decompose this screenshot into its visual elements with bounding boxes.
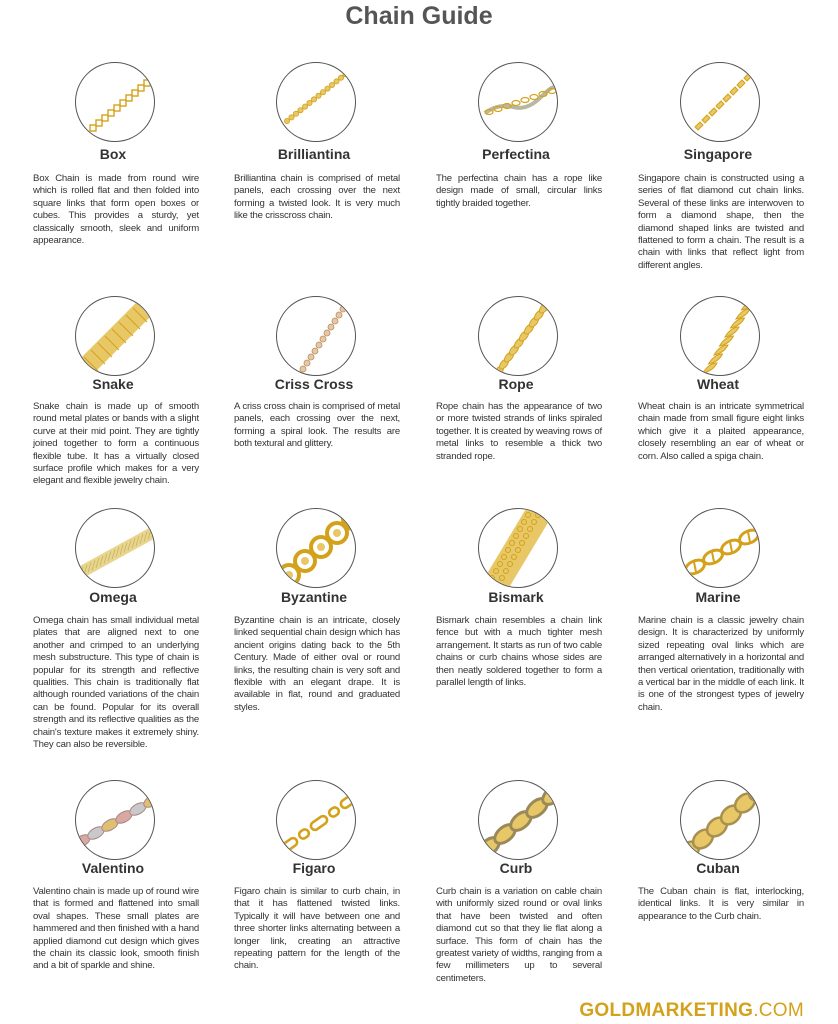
- chain-name: Byzantine: [280, 589, 348, 605]
- chain-name: Perfectina: [482, 146, 550, 162]
- bismark-chain-icon: [478, 508, 558, 588]
- chain-name: Wheat: [697, 376, 739, 392]
- brand-suffix: .COM: [753, 1000, 804, 1021]
- chain-name: Valentino: [81, 860, 145, 876]
- wheat-chain-icon: [680, 296, 760, 376]
- omega-chain-icon: [75, 508, 155, 588]
- chain-description: Snake chain is made up of smooth round metal plates or bands with a slight curve at their mid point. They are tightly joined together to form a continuous flexible tube. It has a virtually closed surface profile which makes for a very elegant and flexible jewelry chain.: [33, 401, 199, 487]
- byzantine-chain-icon: [276, 508, 356, 588]
- chain-description: Marine chain is a classic jewelry chain design. It is characterized by uniformly sized repeating oval links which are arranged alternatively in a horizontal and then vertical orientation, traditionally with a vertical bar in the middle of each link. It is one of the strongest types of jewelry chain.: [638, 615, 804, 713]
- perfectina-chain-icon: [478, 62, 558, 142]
- chain-description: The Cuban chain is flat, interlocking, identical links. It is very similar in appearance to the Curb chain.: [638, 886, 804, 922]
- page-title: Chain Guide: [345, 2, 493, 30]
- brilliantina-chain-icon: [276, 62, 356, 142]
- chain-name: Box: [99, 146, 127, 162]
- chain-description: A criss cross chain is comprised of metal panels, each crossing over the next, forming a spiral look. The results are both textural and glittery.: [234, 401, 400, 450]
- cuban-chain-icon: [680, 780, 760, 860]
- chain-name: Snake: [92, 376, 134, 392]
- brand-logo[interactable]: [579, 1000, 804, 1022]
- chain-description: Wheat chain is an intricate symmetrical chain made from small figure eight links which give it a plaited appearance, closely resembling an ear of wheat or corn. Also called a spiga chain.: [638, 401, 804, 462]
- chain-name: Marine: [695, 589, 741, 605]
- chain-name: Omega: [89, 589, 137, 605]
- chain-name: Brilliantina: [277, 146, 351, 162]
- chain-name: Cuban: [696, 860, 740, 876]
- chain-name: Criss Cross: [274, 376, 354, 392]
- singapore-chain-icon: [680, 62, 760, 142]
- marine-chain-icon: [680, 508, 760, 588]
- chain-description: Byzantine chain is an intricate, closely linked sequential chain design which has ancient origins dating back to the 5th Century. Made of either oval or round links, the resulting chain is very soft and flexible with an elegant drape. It is available in flat, round and graduated styles.: [234, 615, 400, 713]
- chain-description: The perfectina chain has a rope like design made of small, circular links tightly braided together.: [436, 173, 602, 209]
- chain-description: Figaro chain is similar to curb chain, in that it has flattened twisted links. Typically it will have between one and three shorter links alternating between a longer link, creating an attractive repeating pattern for the length of the chain.: [234, 886, 400, 972]
- rope-chain-icon: [478, 296, 558, 376]
- chain-name: Singapore: [683, 146, 753, 162]
- brand-name: GOLDMARKETING: [579, 1000, 754, 1021]
- chain-description: Brilliantina chain is comprised of metal panels, each crossing over the next forming a twisted look. It is very much like the crisscross chain.: [234, 173, 400, 222]
- chain-description: Rope chain has the appearance of two or more twisted strands of links spiraled together. It is created by weaving rows of metal links to resemble a thick two stranded rope.: [436, 401, 602, 462]
- chain-description: Singapore chain is constructed using a series of flat diamond cut chain links. Several of these links are interwoven to form a diamond shape, then the diamond shaped links are twisted and flattened to form a chain. The result is a chain with links that reflect light from different angles.: [638, 173, 804, 271]
- chain-description: Omega chain has small individual metal plates that are aligned next to one another and crimped to an underlying mesh substructure. This type of chain is popular for its strength and reflective qualities. This chain is traditionally flat although rounded variations of the chain can be found. Popular for its overall strength and its reflective qualities as the chain's texture makes it extremely shiny. They can also be reversible.: [33, 615, 199, 751]
- box-chain-icon: [75, 62, 155, 142]
- curb-chain-icon: [478, 780, 558, 860]
- valentino-chain-icon: [75, 780, 155, 860]
- chain-description: Curb chain is a variation on cable chain with uniformly sized round or oval links that have been twisted and often diamond cut so that they lie flat along a surface. This form of chain has the greatest variety of widths, ranging from a few millimeters up to several centimeters.: [436, 886, 602, 984]
- figaro-chain-icon: [276, 780, 356, 860]
- chain-name: Rope: [498, 376, 534, 392]
- chain-description: Box Chain is made from round wire which is rolled flat and then folded into square links that form open boxes or cubes. This provides a sturdy, yet classically smooth, sleek and uniform appearance.: [33, 173, 199, 247]
- chain-description: Bismark chain resembles a chain link fence but with a much tighter mesh arrangement. It starts as run of two cable chains or curb chains whose sides are then neatly soldered together to form a parallel length of links.: [436, 615, 602, 689]
- chain-name: Figaro: [292, 860, 336, 876]
- criss-cross-chain-icon: [276, 296, 356, 376]
- chain-name: Curb: [499, 860, 533, 876]
- chain-name: Bismark: [488, 589, 544, 605]
- snake-chain-icon: [75, 296, 155, 376]
- chain-description: Valentino chain is made up of round wire that is formed and flattened into small oval shapes. These small plates are hammered and then finished with a hand applied diamond cut design which gives the chain its classic look, smooth finish and a bit of sparkle and shine.: [33, 886, 199, 972]
